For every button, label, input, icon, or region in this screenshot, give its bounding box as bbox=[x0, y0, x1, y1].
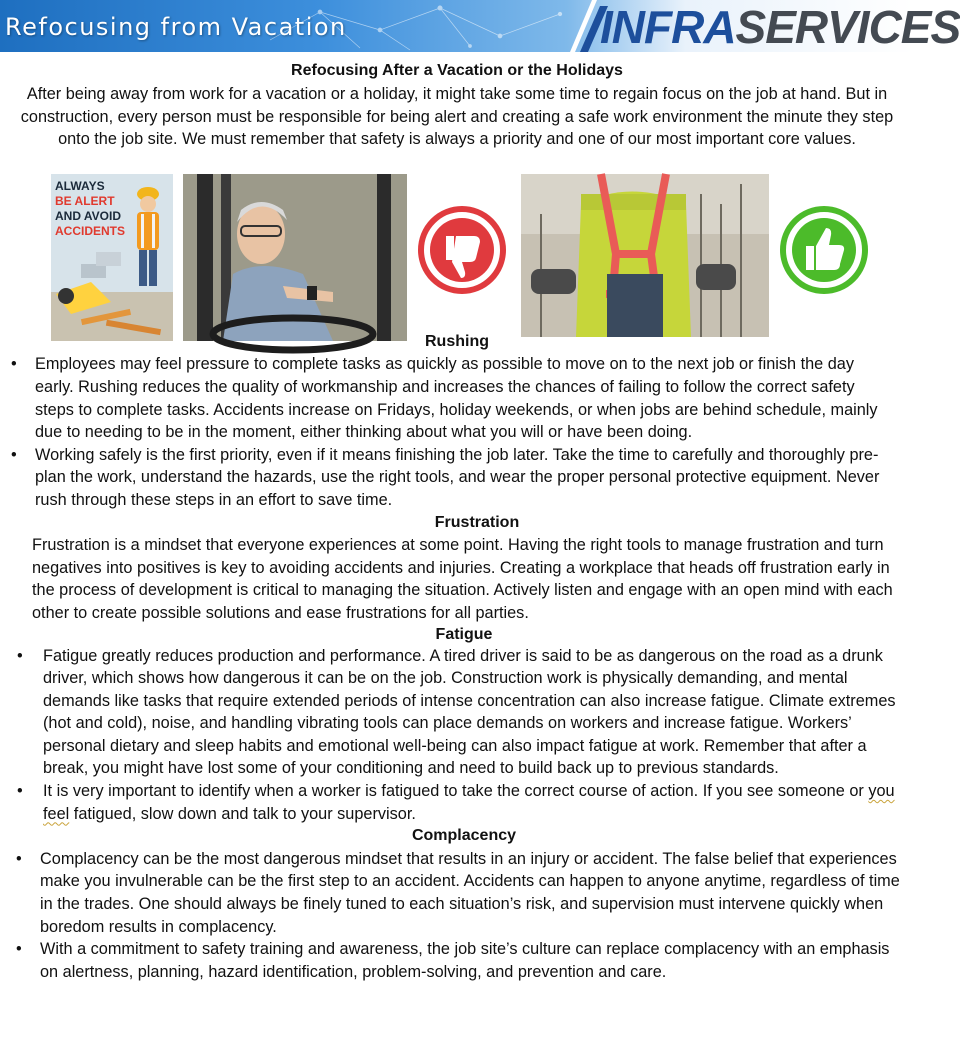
rushing-bullet-2: • Working safely is the first priority, even if it means finishing the job later. Take the time to carefully and thoroughly pre-plan the work, understand the hazards, use the right tools, and wear the proper personal protective equipment. Never rush through these steps in an effort to save time. bbox=[35, 444, 896, 512]
fatigue-list bbox=[0, 645, 914, 826]
complacency-heading: Complacency bbox=[411, 827, 517, 845]
rushing-bullet-1: • Employees may feel pressure to complete tasks as quickly as possible to move on to the next job or finish the day early. Rushing reduces the quality of workmanship and increases the chances of failing to follow the correct safety steps to complete tasks. Accidents increase on Fridays, holiday weekends, or when jobs are behind schedule, mainly due to needing to be in the moment, either thinking about what you will or have been doing. bbox=[35, 353, 896, 443]
logo-infra: INFRA bbox=[600, 1, 736, 53]
poster-line-1: ALWAYS bbox=[55, 179, 105, 193]
fatigue-bullet-2-start: It is very important to identify when a worker is fatigued to take the correct course of action. If you see someone or bbox=[43, 782, 869, 801]
complacency-bullet-2: • With a commitment to safety training and awareness, the job site’s culture can replace complacency with an emphasis on alertness, planning, hazard identification, problem-solving, and prevention and care. bbox=[40, 938, 900, 983]
fatigue-heading: Fatigue bbox=[435, 625, 493, 643]
fatigue-bullet-2 bbox=[43, 780, 896, 825]
spellcheck-flag: you feel bbox=[43, 782, 895, 823]
poster-line-4: ACCIDENTS bbox=[55, 224, 126, 238]
complacency-list bbox=[0, 848, 914, 984]
fatigue-bullet-2-end: fatigued, slow down and talk to your supervisor. bbox=[69, 804, 416, 823]
image-spacer bbox=[0, 151, 914, 331]
poster-line-3: AND AVOID bbox=[55, 209, 121, 223]
intro-heading: Refocusing After a Vacation or the Holidays bbox=[291, 62, 623, 79]
document-body bbox=[0, 60, 914, 983]
intro-text: After being away from work for a vacation or a holiday, it might take some time to regain focus on the job at hand. But in construction, every person must be responsible for being alert and creating a safe work environment the minute they step onto the job site. We must remember that safety is always a priority and one of our most important core values. bbox=[20, 85, 894, 149]
complacency-bullet-1: • Complacency can be the most dangerous mindset that results in an injury or accident. The false belief that experiences make you invulnerable can be the first step to an accident. Accidents can happen to anyone anytime, regardless of time in the trades. One should always be finely tuned to each situation’s risk, and supervision must intervene quickly when boredom results in complacency. bbox=[40, 848, 900, 938]
logo-services: SERVICES bbox=[735, 1, 960, 53]
frustration-heading: Frustration bbox=[434, 513, 520, 531]
rushing-list bbox=[0, 353, 914, 511]
frustration-text: Frustration is a mindset that everyone experiences at some point. Having the right tools to manage frustration and turn negatives into positives is key to avoiding accidents and injuries. Creating a workplace that heads off frustration early in the process of development is critical to managing the situation. Actively listen and engage with an open mind with each other to create possible solutions and ease frustrations for all parties. bbox=[32, 536, 893, 622]
banner-title: Refocusing from Vacation bbox=[5, 13, 347, 41]
fatigue-bullet-1: • Fatigue greatly reduces production and performance. A tired driver is said to be as dangerous on the road as a drunk driver, which shows how dangerous it can be on the job. Construction work is physically demanding, and mental demands like tasks that require extended periods of intense concentration can also increase fatigue. Climate extremes (hot and cold), noise, and handling vibrating tools can place demands on workers and increase fatigue. Workers’ personal dietary and sleep habits and emotional well-being can also impact fatigue at work. Remember that after a break, you might have lost some of your conditioning and need to build back up to previous standards. bbox=[43, 645, 896, 781]
rushing-heading: Rushing bbox=[425, 332, 489, 350]
poster-line-2: BE ALERT bbox=[55, 194, 115, 208]
header-banner bbox=[0, 0, 960, 53]
company-logo bbox=[600, 0, 960, 52]
